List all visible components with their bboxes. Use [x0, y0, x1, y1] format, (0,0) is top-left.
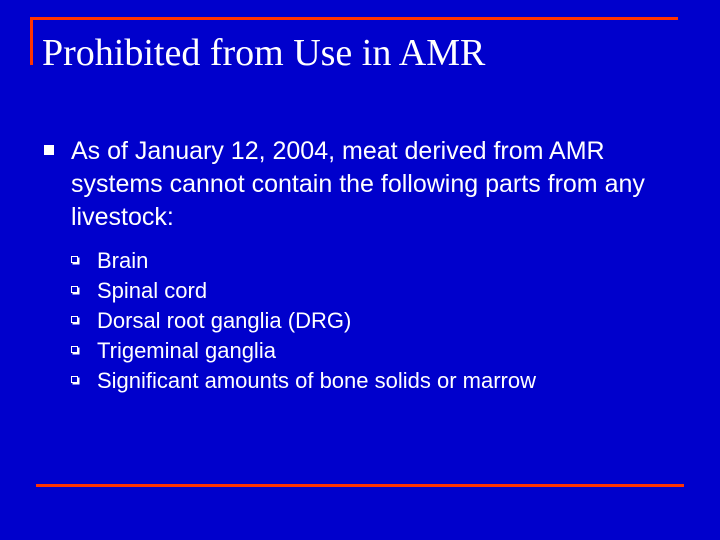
hollow-square-bullet-icon — [71, 346, 78, 353]
slide-title: Prohibited from Use in AMR — [42, 32, 486, 74]
list-item — [70, 336, 536, 366]
list-item — [70, 276, 536, 306]
list-item-text: Trigeminal ganglia — [97, 338, 276, 363]
list-item — [70, 366, 536, 396]
list-item-text: Significant amounts of bone solids or marrow — [97, 368, 536, 393]
list-item-text: Brain — [97, 248, 149, 273]
sub-bullet-list — [70, 246, 536, 396]
bottom-accent-rule — [36, 484, 684, 487]
left-accent-rule — [30, 17, 33, 65]
list-item — [70, 246, 536, 276]
list-item-text: Dorsal root ganglia (DRG) — [97, 308, 352, 333]
top-accent-rule — [30, 17, 678, 20]
hollow-square-bullet-icon — [71, 376, 78, 383]
filled-square-bullet-icon — [44, 145, 54, 155]
main-bullet-text: As of January 12, 2004, meat derived from AMR systems cannot contain the following parts from any livestock: — [71, 137, 645, 231]
hollow-square-bullet-icon — [71, 286, 78, 293]
hollow-square-bullet-icon — [71, 256, 78, 263]
list-item-text: Spinal cord — [97, 278, 208, 303]
list-item — [70, 306, 536, 336]
hollow-square-bullet-icon — [71, 316, 78, 323]
